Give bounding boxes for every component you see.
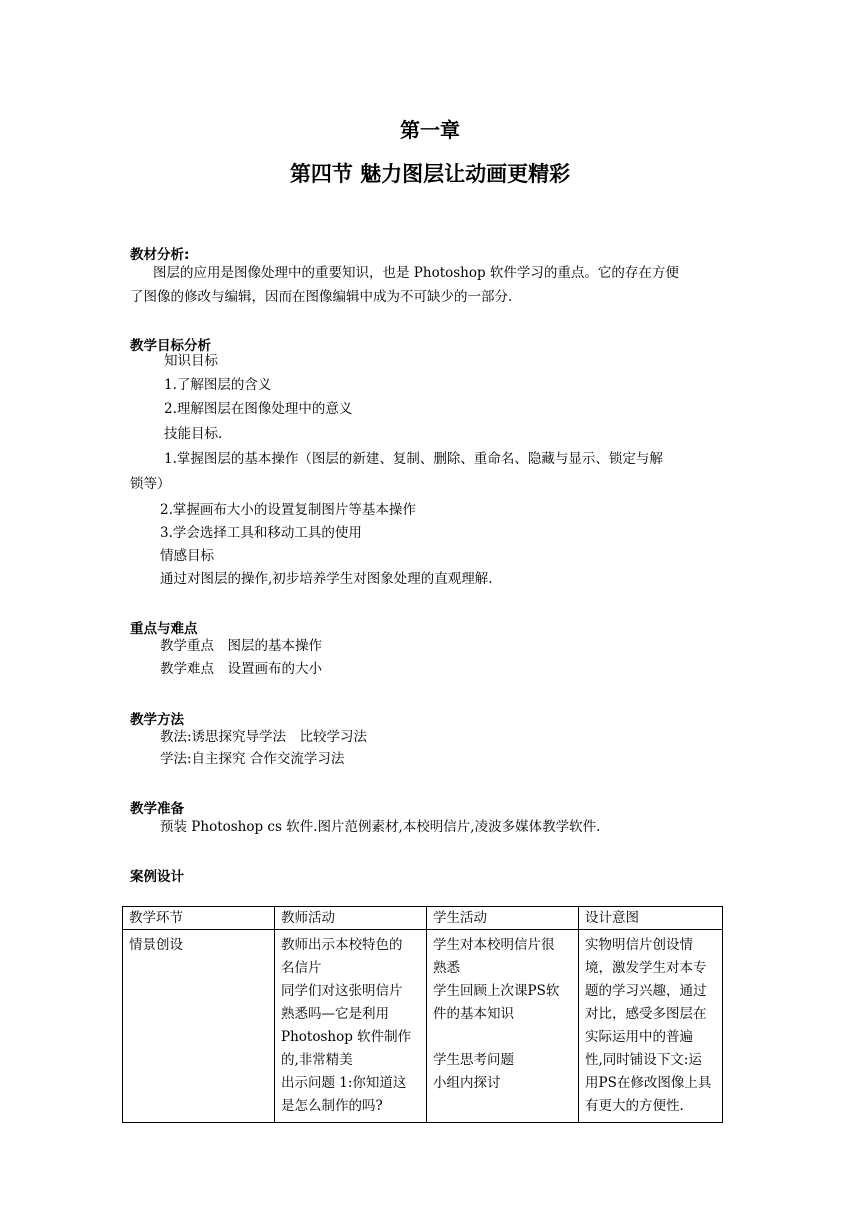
- cell-student: [427, 930, 579, 1123]
- difficulty-line: 教学难点 设置画布的大小: [160, 661, 322, 677]
- skill-goal-1-line-1: 1.掌握图层的基本操作（图层的新建、复制、删除、重命名、隐藏与显示、锁定与解: [164, 451, 663, 467]
- knowledge-goal-2: 2.理解图层在图像处理中的意义: [164, 401, 353, 417]
- material-line-1: 图层的应用是图像处理中的重要知识，也是 Photoshop 软件学习的重点。它的存在方便: [153, 265, 679, 281]
- skill-goal-title: 技能目标.: [164, 426, 223, 442]
- intent-line: 性,同时铺设下文:运: [585, 1052, 702, 1068]
- teaching-method-line: 教法:诱思探究导学法 比较学习法: [160, 729, 368, 745]
- goals-heading: 教学目标分析: [130, 338, 211, 354]
- emotion-goal-title: 情感目标: [160, 548, 214, 564]
- knowledge-goal-title: 知识目标: [164, 353, 218, 369]
- teacher-line: 是怎么制作的吗?: [281, 1098, 383, 1114]
- prep-heading: 教学准备: [130, 801, 184, 817]
- teacher-line: 熟悉吗—它是利用: [281, 1006, 389, 1022]
- teacher-line: 名信片: [281, 960, 322, 976]
- key-point-line: 教学重点 图层的基本操作: [160, 638, 322, 654]
- intent-line: 境，激发学生对本专: [585, 960, 707, 976]
- case-design-heading: 案例设计: [130, 869, 184, 885]
- method-heading: 教学方法: [130, 712, 184, 728]
- student-line: 件的基本知识: [433, 1006, 514, 1022]
- teacher-line: 出示问题 1:你知道这: [281, 1075, 407, 1091]
- emotion-goal-text: 通过对图层的操作,初步培养学生对图象处理的直观理解.: [160, 571, 493, 587]
- intent-line: 对比，感受多图层在: [585, 1006, 707, 1022]
- student-line-blank: [433, 1026, 572, 1049]
- intent-line: 题的学习兴趣，通过: [585, 983, 707, 999]
- cell-intent: [579, 930, 723, 1123]
- intent-line: 有更大的方便性.: [585, 1098, 684, 1114]
- learning-method-line: 学法:自主探究 合作交流学习法: [160, 751, 345, 767]
- header-student: 学生活动: [427, 907, 579, 930]
- table-row: [123, 930, 723, 1123]
- intent-line: 实际运用中的普遍: [585, 1029, 693, 1045]
- student-line: 熟悉: [433, 960, 460, 976]
- student-line: 学生对本校明信片很: [433, 937, 555, 953]
- table-header-row: [123, 907, 723, 930]
- teacher-line: 教师出示本校特色的: [281, 937, 403, 953]
- skill-goal-3: 3.学会选择工具和移动工具的使用: [160, 525, 362, 541]
- header-teacher: 教师活动: [275, 907, 427, 930]
- header-stage: 教学环节: [123, 907, 275, 930]
- teacher-line: Photoshop 软件制作: [281, 1029, 412, 1045]
- cell-stage: 情景创设: [123, 930, 275, 1123]
- skill-goal-2: 2.掌握画布大小的设置复制图片等基本操作: [160, 502, 416, 518]
- student-line: 小组内探讨: [433, 1075, 501, 1091]
- teacher-line: 同学们对这张明信片: [281, 983, 403, 999]
- prep-line: 预装 Photoshop cs 软件.图片范例素材,本校明信片,凌波多媒体教学软件.: [160, 819, 601, 835]
- intent-line: 用PS在修改图像上具: [585, 1075, 712, 1091]
- key-points-heading: 重点与难点: [130, 621, 198, 637]
- material-analysis-heading: 教材分析:: [130, 247, 190, 263]
- teacher-line: 的,非常精美: [281, 1052, 353, 1068]
- header-intent: 设计意图: [579, 907, 723, 930]
- chapter-title: 第一章: [400, 118, 460, 142]
- student-line: 学生思考问题: [433, 1052, 514, 1068]
- intent-line: 实物明信片创设情: [585, 937, 693, 953]
- cell-teacher: [275, 930, 427, 1123]
- material-line-2: 了图像的修改与编辑，因而在图像编辑中成为不可缺少的一部分.: [130, 289, 513, 305]
- knowledge-goal-1: 1.了解图层的含义: [164, 377, 272, 393]
- student-line: 学生回顾上次课PS软: [433, 983, 560, 999]
- case-design-table: [122, 906, 723, 1123]
- section-title: 第四节 魅力图层让动画更精彩: [289, 162, 571, 186]
- skill-goal-1-line-2: 锁等）: [130, 476, 171, 492]
